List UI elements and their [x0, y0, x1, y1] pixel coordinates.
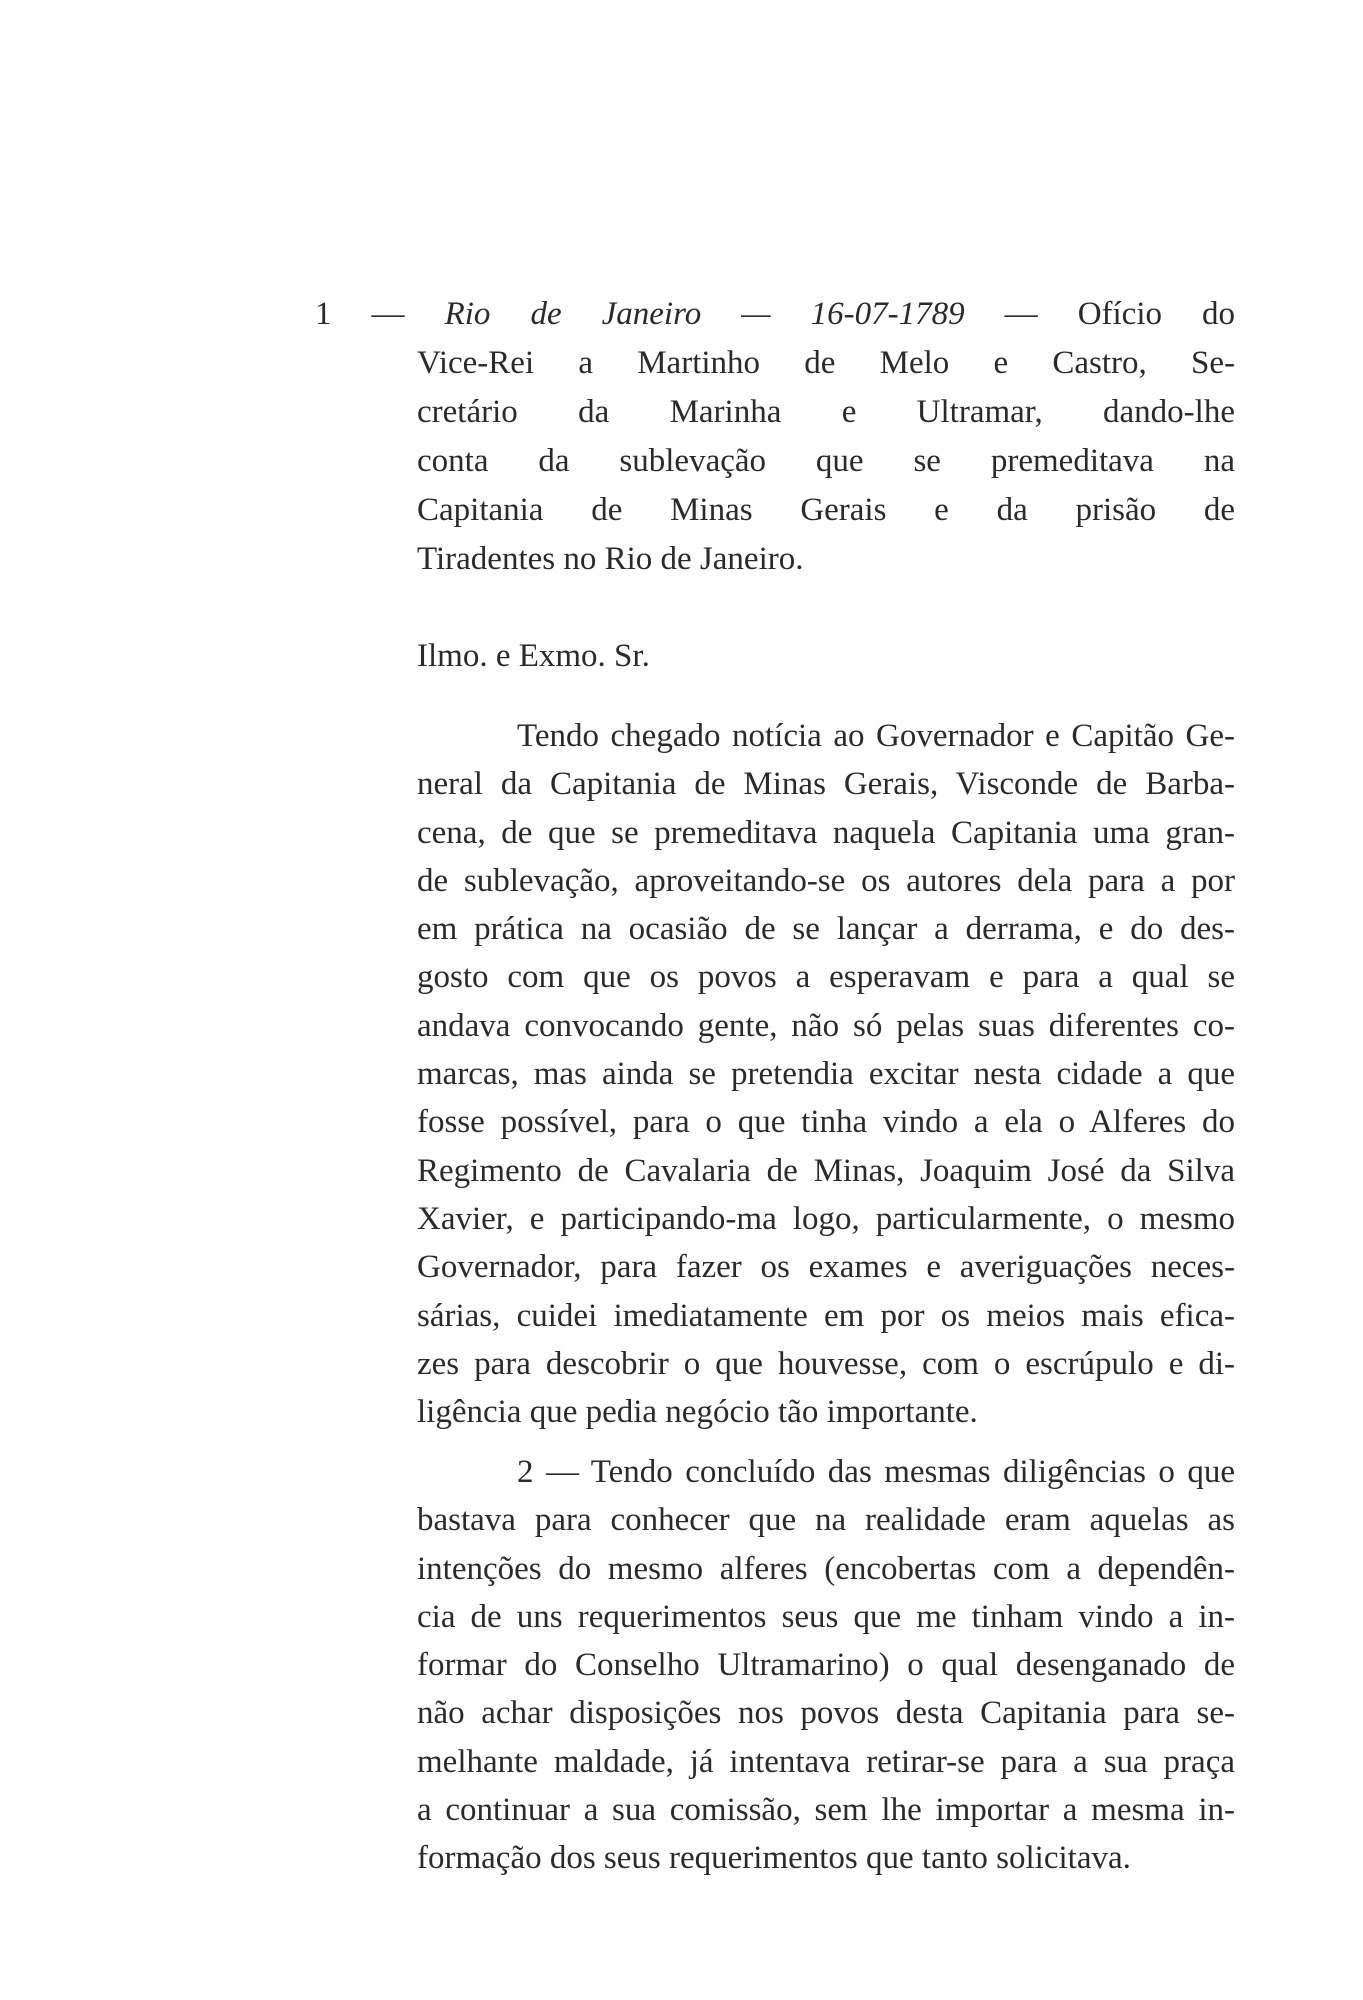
place-date: Rio de Janeiro — 16-07-1789 — [444, 296, 965, 332]
paragraph-line: gosto com que os povos a esperavam e para a qual se — [417, 959, 1235, 996]
paragraph-line: cena, de que se premeditava naquela Capitania uma gran- — [417, 814, 1235, 851]
paragraph-line: 2 — Tendo concluído das mesmas diligências o que — [517, 1454, 1235, 1490]
paragraph-line: em prática na ocasião de se lançar a derrama, e do des- — [417, 911, 1235, 948]
paragraph-line: formar do Conselho Ultramarino) o qual desenganado de — [417, 1647, 1235, 1684]
paragraph-line: melhante maldade, já intentava retirar-se para a sua praça — [417, 1743, 1235, 1780]
heading-line-2: Vice-Rei a Martinho de Melo e Castro, Se- — [417, 345, 1235, 381]
heading-line-6: Tiradentes no Rio de Janeiro. — [417, 541, 804, 577]
paragraph-line: Xavier, e participando-ma logo, particularmente, o mesmo — [417, 1200, 1235, 1237]
paragraph-line: não achar disposições nos povos desta Capitania para se- — [417, 1695, 1235, 1732]
paragraph-line: cia de uns requerimentos seus que me tinham vindo a in- — [417, 1598, 1235, 1635]
document-heading — [315, 290, 1235, 584]
paragraph-line: Regimento de Cavalaria de Minas, Joaquim José da Silva — [417, 1152, 1235, 1189]
paragraph-line: ligência que pedia negócio tão importante. — [417, 1394, 978, 1431]
paragraph-line: sárias, cuidei imediatamente em por os meios mais efica- — [417, 1297, 1235, 1334]
heading-line-5: Capitania de Minas Gerais e da prisão de — [417, 492, 1235, 528]
paragraph-line: Governador, para fazer os exames e averiguações neces- — [417, 1249, 1235, 1286]
heading-text-1: — Ofício do — [1004, 296, 1236, 332]
paragraph-line: neral da Capitania de Minas Gerais, Visconde de Barba- — [417, 766, 1235, 803]
heading-line-1 — [315, 290, 1235, 339]
paragraph-line: formação dos seus requerimentos que tanto solicitava. — [417, 1840, 1131, 1877]
heading-line-3: cretário da Marinha e Ultramar, dando-lhe — [417, 394, 1235, 430]
paragraph-line: Tendo chegado notícia ao Governador e Capitão Ge- — [517, 718, 1235, 754]
paragraph-2 — [417, 1448, 1235, 1883]
paragraph-line: fosse possível, para o que tinha vindo a ela o Alferes do — [417, 1104, 1235, 1141]
paragraph-line: de sublevação, aproveitando-se os autores dela para a por — [417, 862, 1235, 899]
paragraph-line: zes para descobrir o que houvesse, com o escrúpulo e di- — [417, 1345, 1235, 1382]
heading-line-4: conta da sublevação que se premeditava na — [417, 443, 1235, 479]
paragraph-line: andava convocando gente, não só pelas suas diferentes co- — [417, 1007, 1235, 1044]
document-number: 1 — — [315, 296, 405, 332]
paragraph-line: marcas, mas ainda se pretendia excitar nesta cidade a que — [417, 1056, 1235, 1093]
paragraph-line: bastava para conhecer que na realidade eram aquelas as — [417, 1502, 1235, 1539]
paragraph-line: a continuar a sua comissão, sem lhe importar a mesma in- — [417, 1792, 1235, 1829]
paragraph-line: intenções do mesmo alferes (encobertas com a dependên- — [417, 1550, 1235, 1587]
salutation: Ilmo. e Exmo. Sr. — [417, 638, 650, 674]
paragraph-1 — [417, 712, 1235, 1436]
